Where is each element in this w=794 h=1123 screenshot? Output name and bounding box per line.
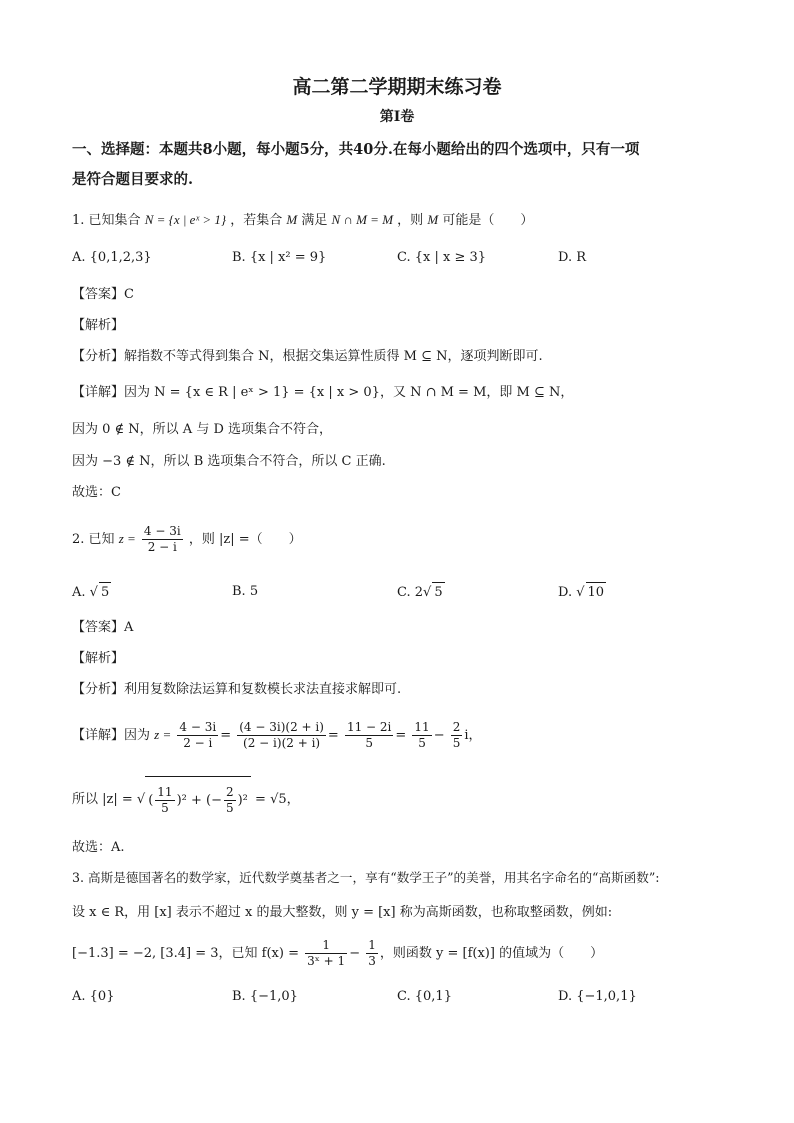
q2-d-f2n: (4 − 3i)(2 + i)	[239, 720, 324, 734]
q1-detail-3: 因为 −3 ∉ N，所以 B 选项集合不符合，所以 C 正确.	[72, 454, 386, 469]
q2-stem-end: ，则 |z| =（ ）	[188, 532, 302, 547]
q2-detail-frac3	[345, 720, 393, 751]
q3-f1d: 3ˣ + 1	[307, 954, 346, 968]
q2-mod-b-n: 2	[225, 785, 234, 799]
q2-option-b: B. 5	[232, 584, 259, 599]
q1-set-N: N = {x | eˣ > 1}	[144, 212, 227, 227]
q1-option-d: D. R	[558, 250, 587, 265]
q1-detail-2: 因为 0 ∉ N，所以 A 与 D 选项集合不符合，	[72, 422, 333, 437]
q3-option-d: D. {−1,0,1}	[558, 989, 637, 1004]
q3-f2n: 1	[368, 938, 376, 952]
q1-fenxi-text: 解指数不等式得到集合 N，根据交集运算性质得 M ⊆ N，逐项判断即可.	[124, 349, 543, 364]
q2-fenxi-text: 利用复数除法运算和复数模长求法直接求解即可.	[124, 682, 402, 697]
answer-label: 【答案】	[72, 287, 125, 302]
q2-option-c-label: C.	[397, 585, 411, 600]
q3-option-b: B. {−1,0}	[232, 989, 298, 1004]
q2-mod-radical: ( $\frac{11}{5}$ )² + (− $\frac{2}{5}$ )²	[145, 776, 251, 823]
fenxi-label: 【分析】	[72, 349, 125, 364]
q2-detail-frac4	[412, 720, 431, 751]
q2-mod-b-d: 5	[225, 801, 234, 815]
q2-choose	[72, 838, 125, 858]
answer-label: 【答案】	[72, 620, 125, 635]
fenxi-label: 【分析】	[72, 682, 125, 697]
q3-option-c: C. {0,1}	[397, 989, 452, 1004]
q1-option-b: B. {x | x² = 9}	[232, 250, 327, 265]
section-heading: 一、选择题：本题共8小题，每小题5分，共40分.在每小题给出的四个选项中，只有一项	[72, 141, 640, 158]
q3-minus: −	[349, 946, 361, 961]
q2-frac-num: 4 − 3i	[143, 524, 181, 538]
q3-frac1	[305, 938, 347, 969]
q2-fraction	[142, 524, 183, 555]
q2-detail-prefix: 因为	[124, 728, 151, 743]
q2-modulus: 所以 |z| = √ ( $\frac{11}{5}$ )² + (− $\frac{2}{5}$ )² = √5，	[72, 776, 300, 823]
q1-stem-mid2: 满足	[301, 213, 328, 228]
q2-mod-frac-a	[155, 785, 174, 816]
q3-stem-line2: 设 x ∈ R，用 [x] 表示不超过 x 的最大整数，则 y = [x] 称为高斯函数，也称取整函数，例如:	[72, 905, 613, 920]
q2-option-d: D. √ 10	[558, 582, 606, 603]
q2-choose-value: A.	[111, 840, 125, 855]
q3-stem-line1: 3. 高斯是德国著名的数学家，近代数学奠基者之一，享有“数学王子”的美誉，用其名字命名的“高斯函数”:	[72, 870, 660, 885]
q2-option-a-label: A.	[72, 585, 86, 600]
q2-d-f3d: 5	[365, 736, 373, 750]
choose-label: 故选：	[72, 485, 112, 500]
q2-option-c-radicand: 5	[432, 582, 444, 603]
q2-option-d-label: D.	[558, 585, 573, 600]
q1-set-M: M	[286, 212, 298, 227]
q3-f1n: 1	[305, 938, 347, 954]
q3-f2d: 3	[368, 954, 376, 968]
volume-subtitle: 第Ⅰ卷	[379, 109, 415, 125]
q1-detail-line1: 因为 N = {x ∈ R | eˣ > 1} = {x | x > 0}，又 N ∩ M = M，即 M ⊆ N，	[124, 385, 574, 400]
q2-answer-value: A	[124, 620, 134, 635]
q3-stem-line3	[72, 935, 603, 973]
detail-label: 【详解】	[72, 728, 125, 743]
q2-d-f5n: 2	[452, 720, 461, 734]
q2-d-f3n: 11 − 2i	[346, 720, 392, 734]
q1-set-M-2: M	[427, 212, 439, 227]
q2-frac-den: 2 − i	[147, 540, 177, 554]
q2-analysis: 【解析】	[72, 651, 125, 666]
choose-label: 故选：	[72, 840, 112, 855]
q2-stem-prefix: 2. 已知	[72, 532, 115, 547]
q1-analysis: 【解析】	[72, 318, 125, 333]
q1-stem	[72, 210, 533, 231]
q1-condition: N ∩ M = M	[331, 212, 394, 227]
q2-mod-a-n: 11	[157, 785, 173, 799]
q2-option-c: C. 2√ 5	[397, 582, 445, 603]
q2-option-d-radicand: 10	[586, 582, 607, 603]
q1-stem-prefix: 1. 已知集合	[72, 213, 141, 228]
q2-detail-frac5	[451, 720, 463, 751]
q1-option-c: C. {x | x ≥ 3}	[397, 250, 487, 265]
q2-option-c-coef: 2	[414, 585, 424, 600]
q2-d-f4d: 5	[418, 736, 426, 750]
q2-detail-tail: i，	[464, 728, 482, 743]
detail-label: 【详解】	[72, 385, 125, 400]
q2-z: z =	[118, 531, 136, 546]
q2-d-f1d: 2 − i	[183, 736, 213, 750]
q1-choose	[72, 483, 121, 503]
q2-d-f2d: (2 − i)(2 + i)	[243, 736, 321, 750]
q1-stem-mid: ，若集合	[230, 213, 283, 228]
q3-frac2	[366, 938, 378, 969]
q1-detail	[72, 383, 573, 403]
q2-answer	[72, 618, 133, 638]
q3-line3-end: ，则函数 y = [f(x)] 的值域为（ ）	[379, 946, 604, 961]
q2-d-f1n: 4 − 3i	[179, 720, 217, 734]
q2-fenxi	[72, 680, 401, 700]
q1-answer-value: C	[124, 287, 134, 302]
q1-answer	[72, 285, 134, 305]
q2-detail-frac1	[177, 720, 218, 751]
q2-d-f4n: 11	[414, 720, 430, 734]
q2-stem	[72, 522, 302, 557]
q2-d-f5d: 5	[452, 736, 461, 750]
q2-mod-frac-b	[224, 785, 236, 816]
q1-fenxi	[72, 347, 543, 367]
q2-option-a: A. √ 5	[72, 582, 111, 603]
q2-option-a-radicand: 5	[99, 582, 111, 603]
q1-stem-mid3: ，则	[397, 213, 424, 228]
q3-line3-prefix: [−1.3] = −2, [3.4] = 3，已知 f(x) =	[72, 946, 299, 961]
q2-detail: 【详解】因为 z = $\frac{4 - 3i}{2 - i}$ = $\frac{(4 - 3i)(2 + i)}{(2 - i)(2 + i)}$ = $\frac{11 - 2i}{5}$ = $\frac{11}{5}$ − $\frac{2}{5}$ i，	[72, 720, 482, 750]
q3-option-a: A. {0}	[72, 989, 115, 1004]
q2-detail-z: z =	[154, 727, 172, 742]
q2-mod-result: = √5，	[255, 792, 300, 807]
q2-detail-frac2	[237, 720, 326, 751]
page-title: 高二第二学期期末练习卷	[292, 76, 502, 98]
q2-mod-prefix: 所以 |z| =	[72, 792, 133, 807]
q2-mod-a-d: 5	[161, 801, 169, 815]
q1-stem-end: 可能是（ ）	[442, 213, 534, 228]
q1-choose-value: C	[111, 485, 121, 500]
q1-option-a: A. {0,1,2,3}	[72, 250, 152, 265]
section-heading-cont: 是符合题目要求的.	[72, 171, 194, 188]
